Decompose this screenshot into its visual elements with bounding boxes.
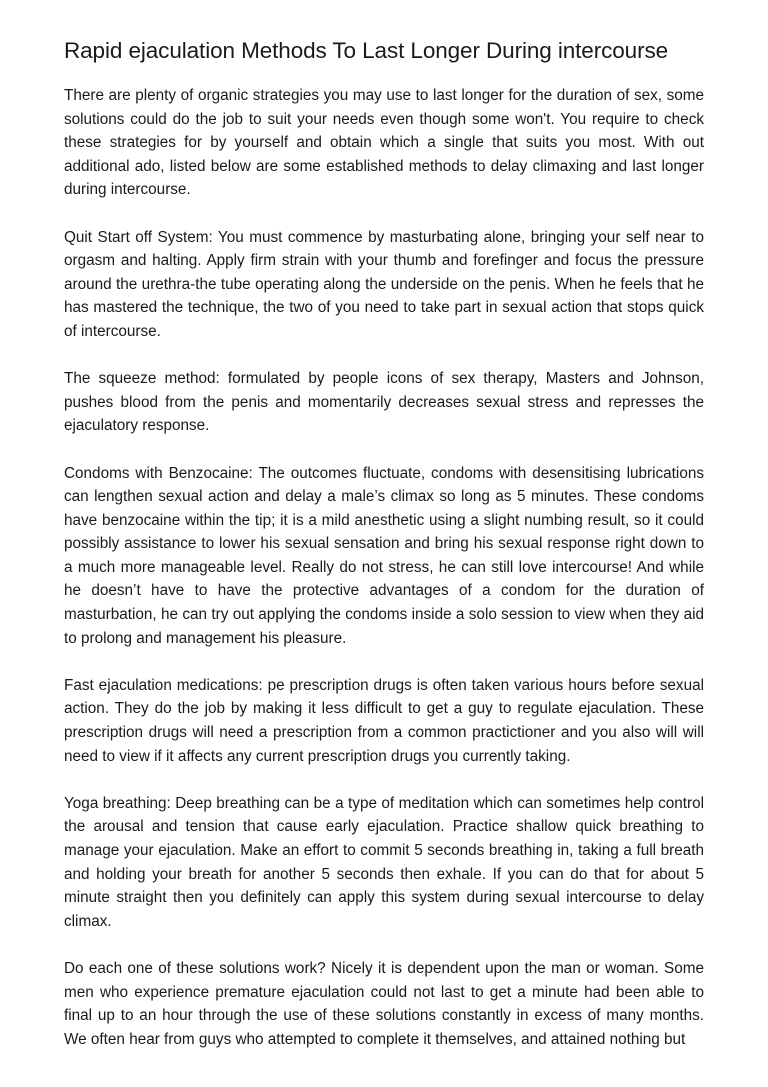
paragraph-conclusion: Do each one of these solutions work? Nicely it is dependent upon the man or woman. Some men who experience premature ejaculation could not last to get a minute had been able to final up to an hour through the use of these solutions constantly in excess of many months. We often hear from guys who attempted to complete it themselves, and attained nothing but <box>64 959 704 1048</box>
paragraph-squeeze: The squeeze method: formulated by people icons of sex therapy, Masters and Johnson, pushes blood from the penis and momentarily decreases sexual stress and represses the ejaculatory response. <box>64 370 704 435</box>
paragraph-condoms: Condoms with Benzocaine: The outcomes fluctuate, condoms with desensitising lubrications can lengthen sexual action and delay a male’s climax so long as 5 minutes. These condoms have benzocaine within the tip; it is a mild anesthetic using a slight numbing result, so it could possibly assistance to lower his sexual sensation and bring his sexual response right down to a much more manageable level. Really do not stress, he can still love intercourse! And while he doesn’t have to have the protective advantages of a condom for the duration of masturbation, he can try out applying the condoms inside a solo session to view when they aid to prolong and management his pleasure. <box>64 464 704 647</box>
page-title: Rapid ejaculation Methods To Last Longer During intercourse <box>64 38 669 63</box>
paragraph-stop-start: Quit Start off System: You must commence by masturbating alone, bringing your self near to orgasm and halting. Apply firm strain with your thumb and forefinger and focus the pressure around the urethra-the tube operating along the underside on the penis. When he feels that he has mastered the technique, the two of you need to take part in sexual action that stops quick of intercourse. <box>64 228 704 340</box>
paragraph-medications: Fast ejaculation medications: pe prescription drugs is often taken various hours before sexual action. They do the job by making it less difficult to get a guy to regulate ejaculation. These prescription drugs will need a prescription from a common practictioner and you also will will need to view if it affects any current prescription drugs you currently taking. <box>64 676 704 765</box>
paragraph-yoga: Yoga breathing: Deep breathing can be a type of meditation which can sometimes help control the arousal and tension that cause early ejaculation. Practice shallow quick breathing to manage your ejaculation. Make an effort to commit 5 seconds breathing in, taking a full breath and holding your breath for another 5 seconds then exhale. If you can do that for about 5 minute straight then you definitely can apply this system during sexual intercourse to delay climax. <box>64 794 704 930</box>
paragraph-intro: There are plenty of organic strategies you may use to last longer for the duration of sex, some solutions could do the job to suit your needs even though some won't. You require to check these strategies for by yourself and obtain which a single that suits you most. With out additional ado, listed below are some established methods to delay climaxing and last longer during intercourse. <box>64 87 704 199</box>
